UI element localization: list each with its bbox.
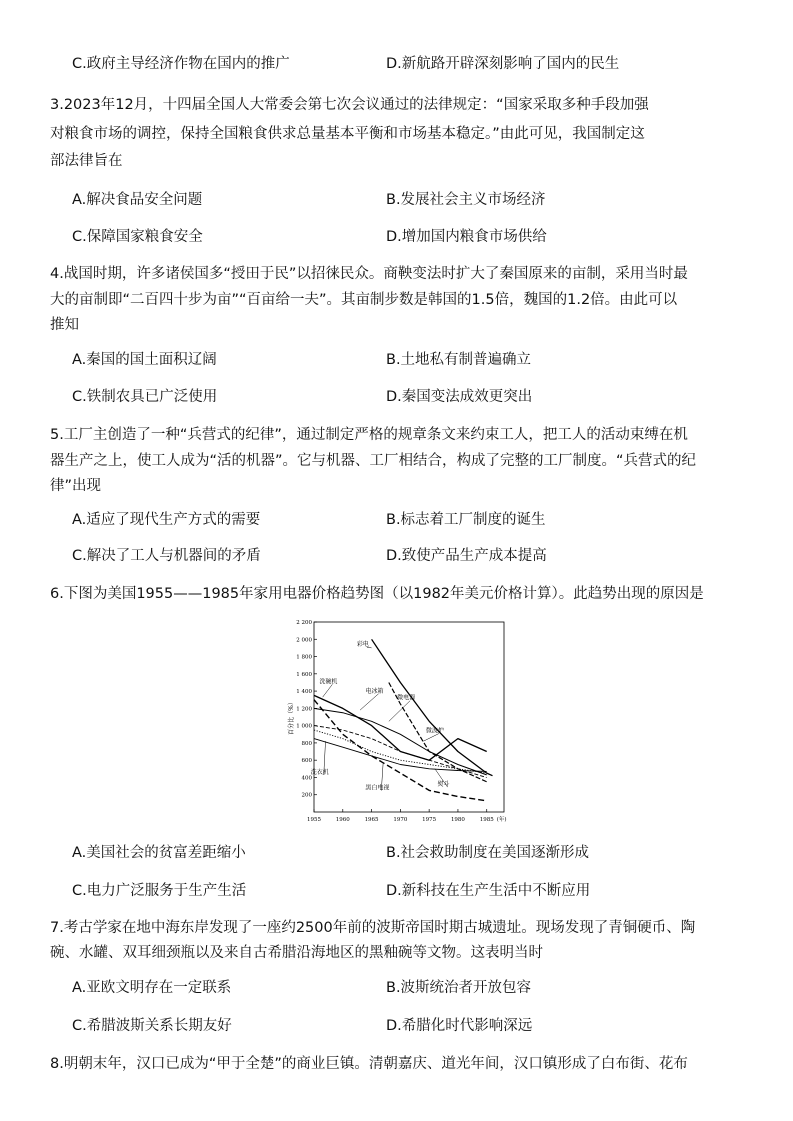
series-line-7 <box>314 700 487 801</box>
x-tick-label: 1980 <box>450 817 465 823</box>
x-tick-label: 1960 <box>335 817 350 823</box>
x-tick-label: 1985 <box>479 817 494 823</box>
question-5-text-line-1: 5.工厂主创造了一种“兵营式的纪律”，通过制定严格的规章条文来约束工人，把工人的活动束缚在机 <box>50 427 688 443</box>
q4-option-c[interactable]: C.铁制农具已广泛使用 <box>72 389 218 405</box>
y-tick-label: 1 600 <box>296 671 312 678</box>
q5-option-b[interactable]: B.标志着工厂制度的诞生 <box>386 512 546 528</box>
series-label: 洗衣机 <box>310 769 329 776</box>
q3-option-c[interactable]: C.保障国家粮食安全 <box>72 229 203 245</box>
q3-option-b[interactable]: B.发展社会主义市场经济 <box>386 192 546 208</box>
series-line-8 <box>314 739 487 772</box>
question-7-text-line-1: 7.考古学家在地中海东岸发现了一座约2500年前的波斯帝国时期古城遗址。现场发现了青铜硬币、陶 <box>50 920 696 936</box>
series-leader-line <box>360 694 378 710</box>
q5-option-d[interactable]: D.致使产品生产成本提高 <box>386 548 547 564</box>
series-leader-line <box>423 734 439 742</box>
q3-option-a[interactable]: A.解决食品安全问题 <box>72 192 203 208</box>
appliance-price-trend-chart <box>282 612 514 827</box>
y-tick-label: 1 200 <box>296 706 312 713</box>
y-tick-label: 2 200 <box>296 620 312 626</box>
y-tick-label: 1 000 <box>296 723 312 730</box>
q7-option-b[interactable]: B.波斯统治者开放包容 <box>386 980 532 996</box>
series-leader-line <box>389 701 410 722</box>
q6-option-c[interactable]: C.电力广泛服务于生产生活 <box>72 883 247 899</box>
x-axis-label: (年) <box>496 817 507 823</box>
series-label: 电冰箱 <box>365 687 384 695</box>
question-4-text-line-2: 大的亩制即“二百四十步为亩”“百亩给一夫”。其亩制步数是韩国的1.5倍，魏国的1.2倍。由此可以 <box>50 292 678 308</box>
q4-option-b[interactable]: B.土地私有制普遍确立 <box>386 352 532 368</box>
x-tick-label: 1955 <box>307 817 321 823</box>
q5-option-c[interactable]: C.解决了工人与机器间的矛盾 <box>72 548 261 564</box>
y-axis-label: 百分比（%） <box>288 699 295 735</box>
series-line-1 <box>372 639 493 775</box>
question-3-text-line-2: 对粮食市场的调控，保持全国粮食供求总量基本平衡和市场基本稳定。”由此可见，我国制定这 <box>50 126 645 142</box>
question-4-text-line-1: 4.战国时期，许多诸侯国多“授田于民”以招徕民众。商鞅变法时扩大了秦国原来的亩制，采用当时最 <box>50 266 688 282</box>
question-5-text-line-3: 律”出现 <box>50 478 102 494</box>
q7-option-a[interactable]: A.亚欧文明存在一定联系 <box>72 980 232 996</box>
series-label: 微电器 <box>397 694 416 702</box>
y-tick-label: 1 800 <box>296 654 312 661</box>
q3-option-d[interactable]: D.增加国内粮食市场供给 <box>386 229 547 245</box>
series-label: 熨斗 <box>437 781 450 789</box>
series-label: 彩电 <box>356 641 369 649</box>
y-tick-label: 800 <box>301 740 312 747</box>
series-label: 黑白电视 <box>365 784 390 792</box>
y-tick-label: 400 <box>301 775 312 782</box>
q7-option-d[interactable]: D.希腊化时代影响深远 <box>386 1018 533 1034</box>
question-3-text-line-1: 3.2023年12月，十四届全国人大常委会第七次会议通过的法律规定：“国家采取多种手段加强 <box>50 97 649 113</box>
q4-option-d[interactable]: D.秦国变法成效更突出 <box>386 389 533 405</box>
option-d[interactable]: D.新航路开辟深刻影响了国内的民生 <box>386 56 620 72</box>
y-tick-label: 1 400 <box>296 689 312 696</box>
series-label: 微波炉 <box>425 727 444 735</box>
series-label: 洗碗机 <box>319 678 338 686</box>
y-tick-label: 200 <box>301 792 312 799</box>
question-7-text-line-2: 碗、水罐、双耳细颈瓶以及来自古希腊沿海地区的黑釉碗等文物。这表明当时 <box>50 945 543 961</box>
chart-canvas <box>282 612 514 827</box>
y-tick-label: 600 <box>301 758 312 765</box>
chart-frame <box>314 622 504 812</box>
question-3-text-line-3: 部法律旨在 <box>50 153 123 169</box>
q7-option-c[interactable]: C.希腊波斯关系长期友好 <box>72 1018 232 1034</box>
q6-option-b[interactable]: B.社会救助制度在美国逐渐形成 <box>386 845 590 861</box>
q4-option-a[interactable]: A.秦国的国土面积辽阔 <box>72 352 217 368</box>
q6-option-a[interactable]: A.美国社会的贫富差距缩小 <box>72 845 246 861</box>
option-c[interactable]: C.政府主导经济作物在国内的推广 <box>72 56 290 72</box>
x-tick-label: 1965 <box>364 817 379 823</box>
question-8-text-line-1: 8.明朝末年，汉口已成为“甲于全楚”的商业巨镇。清朝嘉庆、道光年间，汉口镇形成了白布街、花布 <box>50 1056 688 1072</box>
question-5-text-line-2: 器生产之上，使工人成为“活的机器”。它与机器、工厂相结合，构成了完整的工厂制度。“兵营式的纪 <box>50 453 697 469</box>
x-tick-label: 1970 <box>393 817 408 823</box>
y-tick-label: 2 000 <box>296 637 312 644</box>
q6-option-d[interactable]: D.新科技在生产生活中不断应用 <box>386 883 591 899</box>
x-tick-label: 1975 <box>422 817 437 823</box>
q5-option-a[interactable]: A.适应了现代生产方式的需要 <box>72 512 261 528</box>
question-6-text-line-1: 6.下图为美国1955——1985年家用电器价格趋势图（以1982年美元价格计算）。此趋势出现的原因是 <box>50 586 704 602</box>
series-leader-line <box>323 684 333 697</box>
series-line-2 <box>314 695 487 760</box>
question-4-text-line-3: 推知 <box>50 317 79 333</box>
